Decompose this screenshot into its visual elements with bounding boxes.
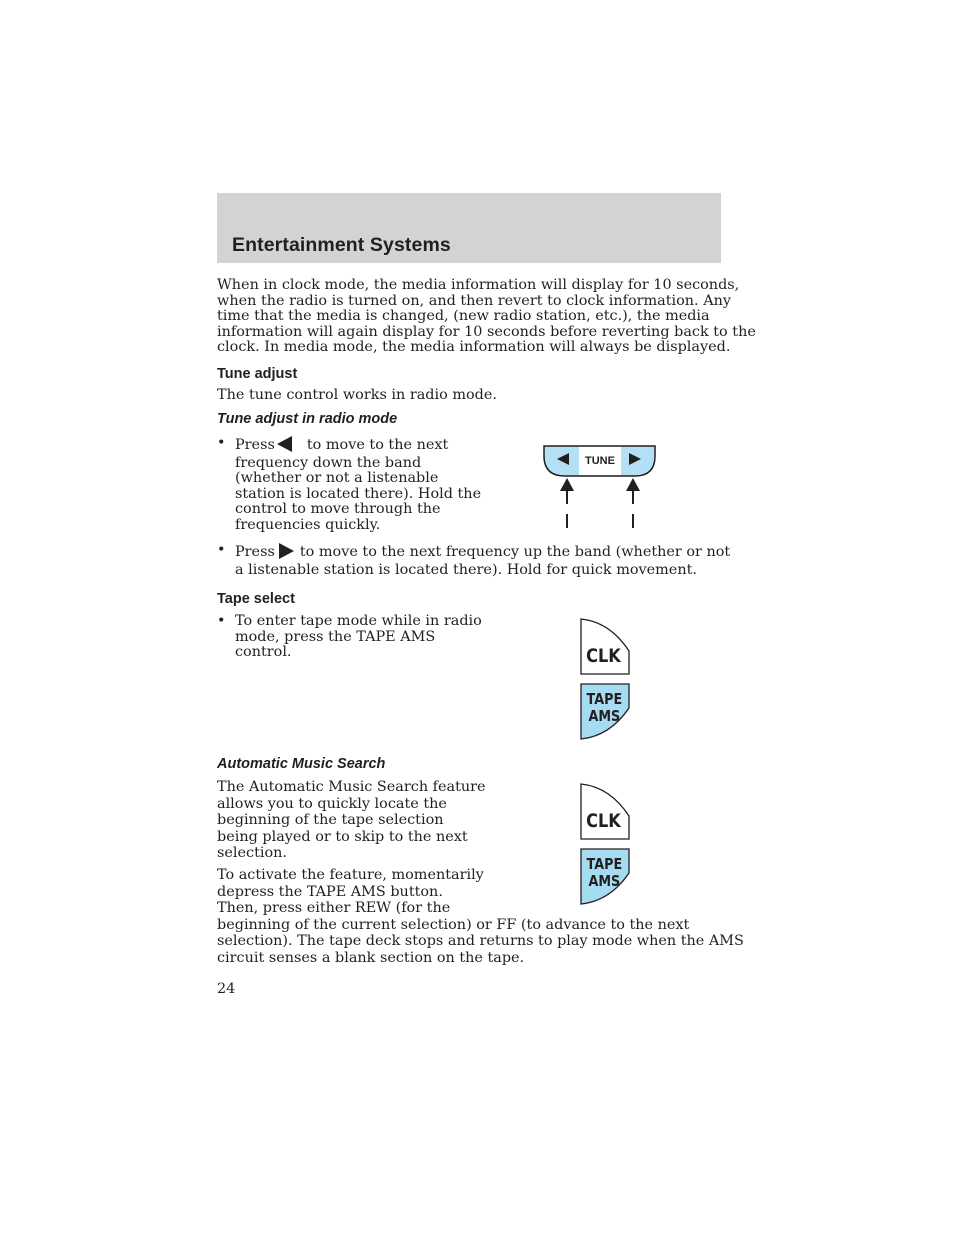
bullet-line: station is located there). Hold the — [235, 485, 482, 502]
bullet-line: (whether or not a listenable — [235, 470, 439, 486]
ams-line: selection. — [217, 845, 287, 861]
clk-label: CLK — [586, 645, 621, 668]
bullet-line: mode, press the TAPE AMS — [235, 628, 436, 645]
seek-down-arrow-icon — [277, 436, 292, 452]
bullet-text: to move to the next — [306, 437, 449, 453]
bullet-line: frequency down the band — [235, 454, 422, 471]
ams-line: beginning of the tape selection — [217, 812, 444, 828]
ams-line: The Automatic Music Search feature — [217, 779, 486, 795]
bullet-text: to move to the next frequency up the band (whether or not — [299, 544, 731, 560]
bullet-line: frequencies quickly. — [235, 516, 381, 533]
ams-line: depress the TAPE AMS button. — [217, 883, 443, 900]
tape-label: TAPE — [586, 856, 623, 874]
ams-line: allows you to quickly locate the — [217, 795, 447, 812]
tune-down-bullet — [217, 436, 487, 533]
right-pointer-arrow-icon — [626, 478, 640, 491]
intro-line: when the radio is turned on, and then revert to clock information. Any — [217, 292, 731, 309]
bullet-line: control to move through the — [235, 501, 441, 517]
bullet-dot: • — [217, 613, 226, 629]
tape-select-heading: Tape select — [217, 591, 295, 607]
press-text: Press — [235, 437, 275, 453]
bullet-line: a listenable station is located there). Hold for quick movement. — [235, 561, 697, 578]
bullet-dot: • — [217, 435, 226, 451]
tune-adjust-subheading: Tune adjust in radio mode — [217, 411, 398, 427]
tune-control-diagram — [540, 444, 660, 534]
bullet-dot: • — [217, 542, 226, 558]
bullet-first-line — [235, 543, 731, 561]
bullet-line: control. — [235, 644, 292, 660]
press-text: Press — [235, 544, 275, 560]
tape-select-bullet — [217, 614, 487, 661]
ams-heading: Automatic Music Search — [217, 756, 386, 772]
left-pointer-arrow-icon — [560, 478, 574, 491]
tune-adjust-heading: Tune adjust — [217, 366, 298, 382]
clk-tape-ams-buttons-2 — [578, 781, 634, 907]
tune-up-bullet — [217, 542, 731, 578]
ams-line: Then, press either REW (for the — [217, 900, 451, 916]
tape-label: TAPE — [586, 691, 623, 709]
bullet-line: To enter tape mode while in radio — [235, 613, 482, 629]
ams-line: being played or to skip to the next — [217, 828, 468, 845]
tune-label: TUNE — [585, 455, 615, 467]
intro-line: time that the media is changed, (new radio station, etc.), the media — [217, 308, 710, 324]
tune-adjust-text: The tune control works in radio mode. — [217, 387, 497, 403]
clk-label: CLK — [586, 810, 621, 833]
bullet-first-line — [235, 436, 487, 454]
intro-line: information will again display for 10 seconds before reverting back to the — [217, 323, 756, 340]
seek-up-arrow-icon — [279, 543, 294, 559]
intro-paragraph — [217, 277, 756, 356]
ams-line: circuit senses a blank section on the tape. — [217, 949, 525, 966]
ams-label: AMS — [588, 708, 621, 726]
section-title: Entertainment Systems — [232, 234, 451, 256]
page-number: 24 — [217, 981, 236, 997]
ams-paragraph-2 — [217, 867, 744, 966]
ams-line: To activate the feature, momentarily — [217, 867, 484, 883]
intro-line: When in clock mode, the media information will display for 10 seconds, — [217, 277, 740, 293]
intro-line: clock. In media mode, the media information will always be displayed. — [217, 339, 731, 355]
ams-label: AMS — [588, 873, 621, 891]
ams-paragraph-1 — [217, 780, 487, 862]
clk-tape-ams-buttons — [578, 616, 634, 742]
ams-line: beginning of the current selection) or FF (to advance to the next — [217, 916, 690, 933]
ams-line: selection). The tape deck stops and returns to play mode when the AMS — [217, 933, 744, 949]
